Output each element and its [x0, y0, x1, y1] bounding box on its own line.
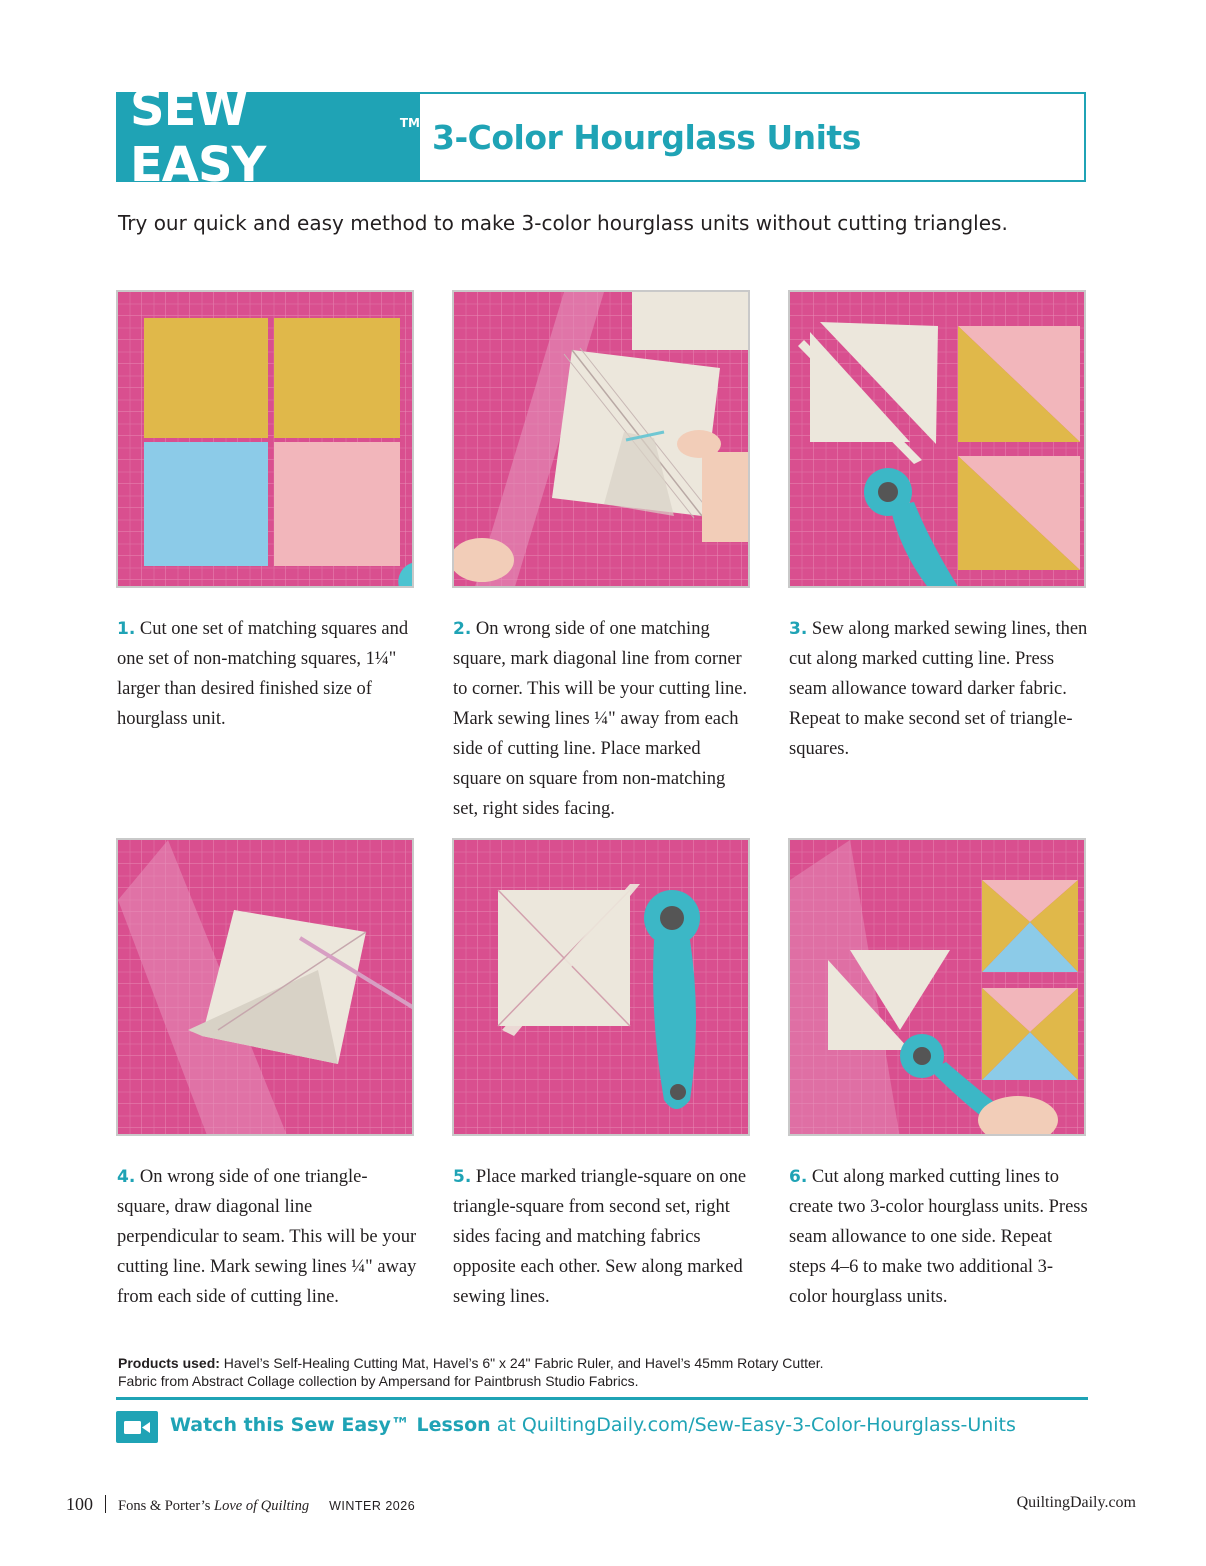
step-1-photo [116, 290, 414, 588]
issue-date: WINTER 2026 [329, 1499, 416, 1513]
step-3-text [789, 614, 1089, 764]
video-lesson-link[interactable] [170, 1414, 1016, 1436]
divider [116, 1397, 1088, 1400]
magazine-name: Love of Quilting [214, 1498, 310, 1514]
step-number: 4. [117, 1167, 136, 1187]
intro-text: Try our quick and easy method to make 3-color hourglass units without cutting triangles. [118, 211, 1008, 235]
trademark: TM [399, 116, 420, 130]
step-5-text [453, 1162, 753, 1312]
footer-separator [105, 1495, 106, 1513]
magazine-name-prefix: Fons & Porter’s [118, 1498, 215, 1514]
video-link-url: at QuiltingDaily.com/Sew-Easy-3-Color-Hourglass-Units [490, 1414, 1016, 1436]
step-number: 6. [789, 1167, 808, 1187]
footer-left [66, 1494, 415, 1515]
video-link-lead: Watch this Sew Easy™ Lesson [170, 1414, 491, 1436]
step-2-text [453, 614, 753, 824]
step-2-photo [452, 290, 750, 588]
step-body: On wrong side of one matching square, mark diagonal line from corner to corner. This will be your cutting line. Mark sewing lines ¼" away from each side of cutting line. Place marked square on square from non-matching set, right sides facing. [453, 619, 748, 819]
page-number: 100 [66, 1494, 93, 1514]
step-number: 2. [453, 619, 472, 639]
products-used [118, 1354, 1088, 1390]
step-body: On wrong side of one triangle-square, draw diagonal line perpendicular to seam. This will be your cutting line. Mark sewing lines ¼" away from each side of cutting line. [117, 1167, 417, 1307]
step-number: 3. [789, 619, 808, 639]
step-body: Place marked triangle-square on one triangle-square from second set, right sides facing and matching fabrics opposite each other. Sew along marked sewing lines. [453, 1167, 747, 1307]
step-4-text [117, 1162, 417, 1312]
products-list: Havel’s Self-Healing Cutting Mat, Havel’s 6" x 24" Fabric Ruler, and Havel’s 45mm Rotary Cutter. [223, 1355, 824, 1371]
sew-easy-brand [118, 81, 420, 193]
step-3-photo [788, 290, 1086, 588]
step-6-photo [788, 838, 1086, 1136]
step-6-text [789, 1162, 1089, 1312]
step-number: 5. [453, 1167, 472, 1187]
step-5-photo [452, 838, 750, 1136]
step-body: Sew along marked sewing lines, then cut along marked cutting line. Press seam allowance toward darker fabric. Repeat to make second set of triangle-squares. [789, 619, 1088, 759]
products-line-2: Fabric from Abstract Collage collection by Ampersand for Paintbrush Studio Fabrics. [118, 1373, 639, 1389]
products-line-1 [118, 1354, 1088, 1372]
step-1-text [117, 614, 417, 734]
brand-text: SEW EASY [130, 81, 266, 193]
page-title: 3-Color Hourglass Units [432, 117, 861, 157]
step-4-photo [116, 838, 414, 1136]
video-camera-icon[interactable] [116, 1411, 158, 1443]
products-label: Products used: [118, 1355, 220, 1371]
step-body: Cut one set of matching squares and one set of non-matching squares, 1¼" larger than desired finished size of hourglass unit. [117, 619, 409, 729]
step-body: Cut along marked cutting lines to create two 3-color hourglass units. Press seam allowance to one side. Repeat steps 4–6 to make two additional 3-color hourglass units. [789, 1167, 1088, 1307]
step-number: 1. [117, 619, 136, 639]
header-banner [116, 81, 1086, 193]
footer-site: QuiltingDaily.com [1016, 1494, 1136, 1511]
